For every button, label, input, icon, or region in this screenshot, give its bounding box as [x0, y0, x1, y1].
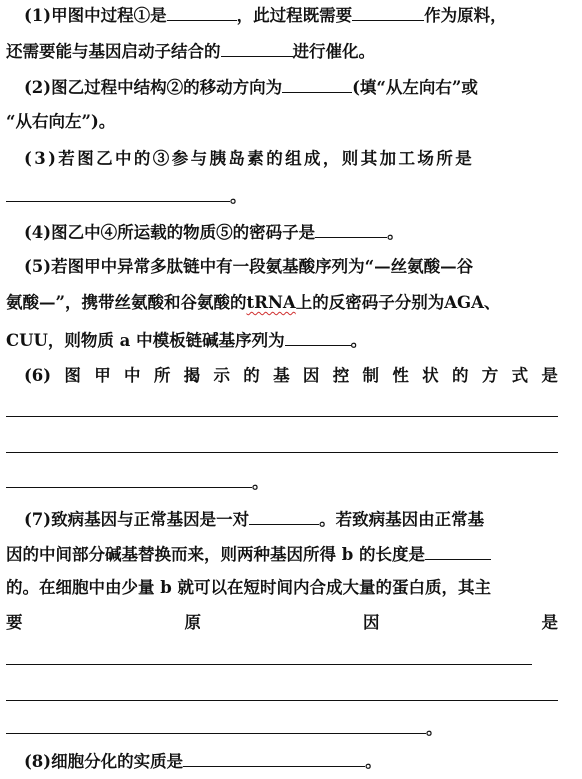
q7-spread-char: 原 [184, 613, 201, 632]
q1-text-b: ，此过程既需要 [236, 6, 353, 25]
q6-char: 性 [392, 366, 409, 385]
q5-trna-term: tRNA [246, 293, 296, 312]
q6-char: 制 [362, 366, 380, 385]
q7-spread-line [6, 611, 558, 635]
q5-text-f: CUU，则物质 a 中模板链碱基序列为 [6, 331, 285, 350]
q6-char: 是 [541, 366, 558, 385]
q6-char: 示 [213, 366, 230, 385]
q2-line-2 [6, 110, 115, 134]
q6-char: 方 [481, 366, 499, 385]
q6-answer-line-2[interactable] [6, 452, 558, 453]
q3-blank-1[interactable] [6, 183, 230, 202]
q1-text-d: 还需要能与基因启动子结合的 [6, 42, 221, 61]
q7-spread-char: 要 [6, 613, 23, 632]
q6-answer-line-3 [6, 469, 269, 493]
q5-blank-1[interactable] [285, 327, 351, 346]
q5-text-g: 。 [350, 331, 368, 350]
q6-char: 甲 [94, 366, 111, 385]
q6-char: 的 [451, 366, 469, 385]
q1-blank-2[interactable] [352, 2, 424, 21]
q4-line-1 [24, 219, 404, 243]
q7-blank-2[interactable] [425, 541, 491, 560]
q7-blank-1[interactable] [249, 506, 319, 525]
q3-text-b: 。 [230, 187, 247, 206]
q7-answer-line-3 [6, 715, 443, 739]
q6-question-line [24, 364, 558, 388]
q7-blank-final[interactable] [6, 715, 426, 734]
q6-char: 揭 [183, 366, 201, 385]
q5-text-b: 氨酸—”，携带丝氨酸和谷氨酸的 [6, 293, 247, 312]
q3-line-2 [6, 183, 247, 207]
q7-spread-char: 因 [363, 613, 380, 632]
q6-char: 因 [302, 366, 320, 385]
q3-line-1 [24, 147, 474, 171]
q6-char: 控 [332, 366, 350, 385]
q2-blank-1[interactable] [282, 74, 352, 93]
q6-char: 的 [243, 366, 260, 385]
q1-line-2 [6, 38, 375, 62]
q6-blank-final[interactable] [6, 469, 252, 488]
q6-char: 中 [124, 366, 141, 385]
q7-text-a: (7)致病基因与正常基因是一对 [24, 510, 250, 529]
q5-line-3 [6, 327, 367, 351]
q2-text-c: “从右向左”)。 [6, 112, 116, 131]
q1-line-1 [24, 2, 507, 26]
q6-answer-line-1[interactable] [6, 416, 558, 417]
q7-line-2 [6, 541, 491, 565]
q7-text-b: 。若致病基因由正常基 [319, 510, 485, 529]
q8-line-1 [24, 748, 382, 772]
q5-text-d: 上的反密码子分别为 [295, 293, 445, 312]
q8-text-b: 。 [365, 752, 382, 771]
q5-text-e: AGA、 [444, 293, 501, 312]
q3-text-a: (3)若图乙中的③参与胰岛素的组成，则其加工场所是 [24, 149, 475, 168]
q1-blank-3[interactable] [221, 38, 293, 57]
q7-spread-char: 是 [541, 613, 558, 632]
q6-char: 基 [273, 366, 290, 385]
q7-text-c: 因的中间部分碱基替换而来，则两种基因所得 b 的长度是 [6, 545, 426, 564]
q4-blank-1[interactable] [315, 219, 387, 238]
q2-text-a: (2)图乙过程中结构②的移动方向为 [24, 78, 283, 97]
q2-text-b: (填“从左向右”或 [352, 78, 478, 97]
q6-char: 式 [511, 366, 529, 385]
q7-answer-line-1[interactable] [6, 664, 532, 665]
q1-text-a: (1)甲图中过程①是 [24, 6, 167, 25]
q6-char: 状 [422, 366, 439, 385]
q1-blank-1[interactable] [167, 2, 237, 21]
q6-char: 图 [64, 366, 81, 385]
q4-text-b: 。 [387, 223, 404, 242]
q6-end: 。 [252, 473, 269, 492]
q8-blank-1[interactable] [183, 748, 365, 767]
q7-line-1 [24, 506, 484, 530]
q7-end: 。 [426, 719, 443, 738]
q5-line-2 [6, 291, 500, 315]
q5-line-1 [24, 255, 473, 279]
q8-text-a: (8)细胞分化的实质是 [24, 752, 184, 771]
q7-answer-line-2[interactable] [6, 700, 558, 701]
q1-text-e: 进行催化。 [292, 42, 375, 61]
q6-char: (6) [24, 366, 52, 385]
q2-line-1 [24, 74, 478, 98]
q4-text-a: (4)图乙中④所运载的物质⑤的密码子是 [24, 223, 316, 242]
q1-text-c: 作为原料， [424, 6, 507, 25]
q6-char: 所 [153, 366, 171, 385]
q5-text-a: (5)若图甲中异常多肽链中有一段氨基酸序列为“—丝氨酸—谷 [24, 257, 474, 276]
q7-text-d: 的。在细胞中由少量 b 就可以在短时间内合成大量的蛋白质，其主 [6, 578, 492, 597]
q7-line-3 [6, 576, 491, 600]
